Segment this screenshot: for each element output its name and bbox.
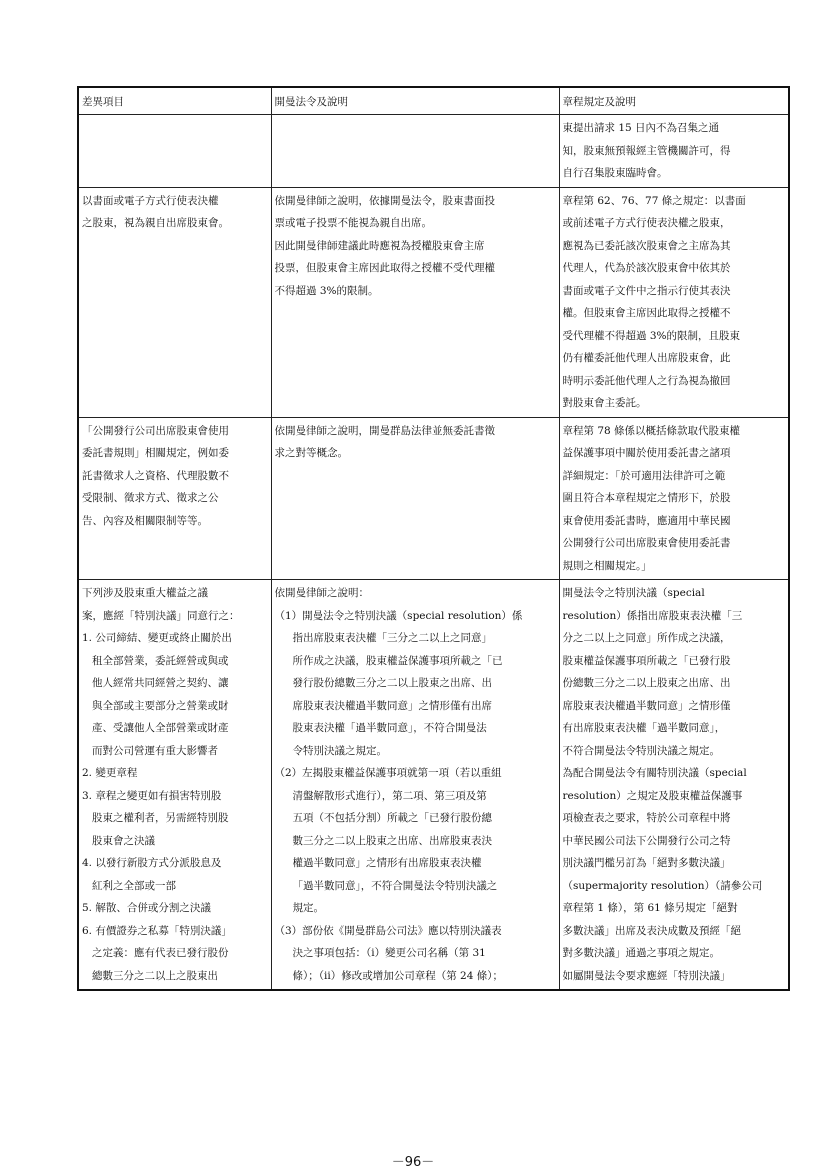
cell-text-line: 決之事項包括：（i）變更公司名稱（第 31 [292, 947, 486, 959]
header-articles: 章程規定及說明 [559, 87, 789, 115]
cell-text-line: 以書面或電子方式行使表決權 [82, 194, 219, 207]
cell-text-line: 與全部或主要部分之營業或財 [92, 699, 229, 712]
cell-text-line: 份總數三分之二以上股東之出席、出 [562, 677, 731, 689]
cell-text-line: 自行召集股東臨時會。 [562, 167, 668, 179]
cell-text-line: 不得超過 3%的限制。 [274, 284, 379, 297]
cell-text-line: 章程第 1 條），第 61 條另規定「絕對 [562, 902, 738, 914]
cell-text-line: 東提出請求 15 日內不為召集之通 [562, 122, 720, 134]
cell-text-line: 章程第 62、76、77 條之規定：以書面 [562, 194, 746, 207]
cell-text-line: 指出席股東表決權「三分之二以上之同意」 [292, 632, 492, 644]
comparison-table [77, 86, 790, 991]
table-cell-col1 [78, 417, 271, 580]
cell-text-line: 投票，但股東會主席因此取得之授權不受代理權 [274, 262, 495, 274]
cell-text-line: 為配合開曼法令有關特別決議（special [562, 767, 747, 779]
table-row [78, 187, 789, 417]
cell-text-line: 代理人，代為於該次股東會中依其於 [562, 262, 731, 274]
cell-text-line: 發行股份總數三分之二以上股東之出席、出 [292, 677, 492, 689]
cell-text-line: 1. 公司締結、變更或終止關於出 [82, 632, 232, 644]
cell-text-line: 詳細規定：「於可適用法律許可之範 [562, 469, 726, 482]
cell-text-line: 時明示委託他代理人之行為視為撤回 [562, 374, 731, 387]
cell-text-line: 因此開曼律師建議此時應視為授權股東會主席 [274, 239, 485, 252]
cell-text-line: 股東會之決議 [92, 834, 155, 847]
cell-text-line: 求之對等概念。 [274, 447, 348, 459]
cell-text-line: 產、受讓他人全部營業或財產 [92, 722, 229, 734]
cell-text-line: 對多數決議」通過之事項之規定。 [562, 947, 720, 959]
cell-text-line: 項檢查表之要求，特於公司章程中將 [562, 812, 731, 824]
table-cell-col2 [271, 187, 559, 417]
cell-text-line: resolution）之規定及股東權益保護事 [562, 789, 743, 802]
cell-text-line: 股東權益保護事項所載之「已發行股 [562, 654, 731, 667]
table-cell-col2 [271, 115, 559, 188]
cell-text-line: 五項（不包括分割）所載之「已發行股份總 [292, 812, 492, 824]
cell-text-line: 2. 變更章程 [82, 767, 138, 779]
cell-text-line: 受代理權不得超過 3%的限制，且股東 [562, 329, 740, 342]
cell-text-line: 對股東會主委託。 [562, 397, 647, 409]
table-cell-col2 [271, 417, 559, 580]
cell-text-line: 分之二以上之同意」所作成之決議， [562, 632, 731, 644]
table-cell-col2 [271, 580, 559, 991]
cell-text-line: 所作成之決議，股東權益保護事項所載之「已 [292, 654, 503, 667]
cell-text-line: 有出席股東表決權「過半數同意」， [562, 722, 726, 734]
cell-text-line: 或前述電子方式行使表決權之股東， [562, 217, 731, 229]
cell-text-line: 開曼法令之特別決議（special [562, 587, 705, 599]
cell-text-line: 東會使用委託書時，應適用中華民國 [562, 514, 731, 527]
cell-text-line: 規定。 [292, 902, 324, 914]
cell-text-line: 股東表決權「過半數同意」，不符合開曼法 [292, 722, 487, 734]
table-cell-col3 [559, 580, 789, 991]
cell-text-line: resolution）係指出席股東表決權「三 [562, 609, 743, 622]
table-cell-col3 [559, 187, 789, 417]
cell-text-line: 知，股東無預報經主管機關許可，得 [562, 144, 731, 157]
cell-text-line: （3）部份依《開曼群島公司法》應以特別決議表 [274, 924, 502, 937]
table-cell-col3 [559, 417, 789, 580]
cell-text-line: 股東之權利者，另需經特別股 [92, 812, 229, 824]
header-difference-item: 差異項目 [78, 87, 271, 115]
cell-text-line: 之股東，視為親自出席股東會。 [82, 217, 229, 229]
cell-text-line: 依開曼律師之說明，開曼群島法律並無委託書徵 [274, 424, 495, 437]
cell-text-line: 規則之相關規定。」 [562, 559, 652, 572]
cell-text-line: 之定義：應有代表已發行股份 [92, 947, 229, 959]
cell-text-line: 4. 以發行新股方式分派股息及 [82, 857, 222, 869]
table-cell-col1 [78, 187, 271, 417]
table-cell-col1 [78, 580, 271, 991]
table-cell-col3 [559, 115, 789, 188]
cell-text-line: 別決議門檻另訂為「絕對多數決議」 [562, 857, 731, 869]
cell-text-line: 清盤解散形式進行），第二項、第三項及第 [292, 789, 487, 802]
cell-text-line: 仍有權委託他代理人出席股東會，此 [562, 352, 731, 364]
cell-text-line: 數三分之二以上股東之出席、出席股東表決 [292, 834, 492, 847]
cell-text-line: 委託書規則」相關規定，例如委 [82, 447, 229, 459]
cell-text-line: 託書徵求人之資格、代理股數不 [82, 469, 229, 482]
cell-text-line: 「過半數同意」，不符合開曼法令特別決議之 [292, 879, 498, 892]
cell-text-line: 如屬開曼法令要求應經「特別決議」 [562, 969, 731, 982]
cell-text-line: 依開曼律師之說明： [274, 587, 369, 599]
cell-text-line: 權。但股東會主席因此取得之授權不 [562, 307, 731, 319]
cell-text-line: 「公開發行公司出席股東會使用 [82, 424, 229, 437]
cell-text-line: 中華民國公司法下公開發行公司之特 [562, 834, 731, 847]
cell-text-line: 紅利之全部或一部 [92, 879, 176, 892]
cell-text-line: 令特別決議之規定。 [292, 744, 387, 757]
cell-text-line: 書面或電子文件中之指示行使其表決 [562, 284, 731, 297]
cell-text-line: （2）左揭股東權益保護事項就第一項（若以重組 [274, 767, 502, 779]
table-header-row [78, 87, 789, 115]
cell-text-line: 案，應經「特別決議」同意行之： [82, 609, 240, 622]
cell-text-line: 圍且符合本章程規定之情形下，於股 [562, 492, 731, 504]
table-row [78, 115, 789, 188]
cell-text-line: 公開發行公司出席股東會使用委託書 [562, 537, 731, 549]
cell-text-line: 租全部營業，委託經營或與或 [92, 654, 229, 667]
cell-text-line: 應視為已委託該次股東會之主席為其 [562, 239, 731, 252]
cell-text-line: 益保護事項中關於使用委託書之諸項 [562, 447, 731, 459]
cell-text-line: （1）開曼法令之特別決議（special resolution）係 [274, 609, 523, 622]
cell-text-line: 受限制、徵求方式、徵求之公 [82, 492, 219, 504]
cell-text-line: 依開曼律師之說明，依據開曼法令，股東書面投 [274, 194, 495, 207]
table-row [78, 580, 789, 991]
cell-text-line: 而對公司營運有重大影響者 [92, 744, 218, 757]
cell-text-line: 章程第 78 條係以概括條款取代股東權 [562, 424, 741, 437]
cell-text-line: 6. 有價證券之私募「特別決議」 [82, 924, 232, 937]
cell-text-line: 不符合開曼法令特別決議之規定。 [562, 744, 720, 757]
table-cell-col1 [78, 115, 271, 188]
page-number: －96－ [391, 1155, 435, 1170]
cell-text-line: 席股東表決權過半數同意」之情形僅有出席 [292, 699, 492, 712]
cell-text-line: （supermajority resolution）（請參公司 [562, 879, 763, 892]
table-row [78, 417, 789, 580]
cell-text-line: 下列涉及股東重大權益之議 [82, 587, 208, 599]
cell-text-line: 5. 解散、合併或分割之決議 [82, 902, 211, 914]
cell-text-line: 告、內容及相關限制等等。 [82, 514, 208, 527]
cell-text-line: 多數決議」出席及表決成數及預經「絕 [562, 924, 741, 937]
cell-text-line: 條）；（ii）修改或增加公司章程（第 24 條）； [292, 969, 504, 982]
cell-text-line: 3. 章程之變更如有損害特別股 [82, 789, 222, 802]
cell-text-line: 他人經常共同經營之契約、讓 [92, 677, 229, 689]
header-cayman-law: 開曼法令及說明 [271, 87, 559, 115]
cell-text-line: 票或電子投票不能視為親自出席。 [274, 217, 432, 229]
cell-text-line: 權過半數同意」之情形有出席股東表決權 [292, 857, 482, 869]
cell-text-line: 總數三分之二以上之股東出 [92, 969, 218, 982]
cell-text-line: 席股東表決權過半數同意」之情形僅 [562, 699, 731, 712]
